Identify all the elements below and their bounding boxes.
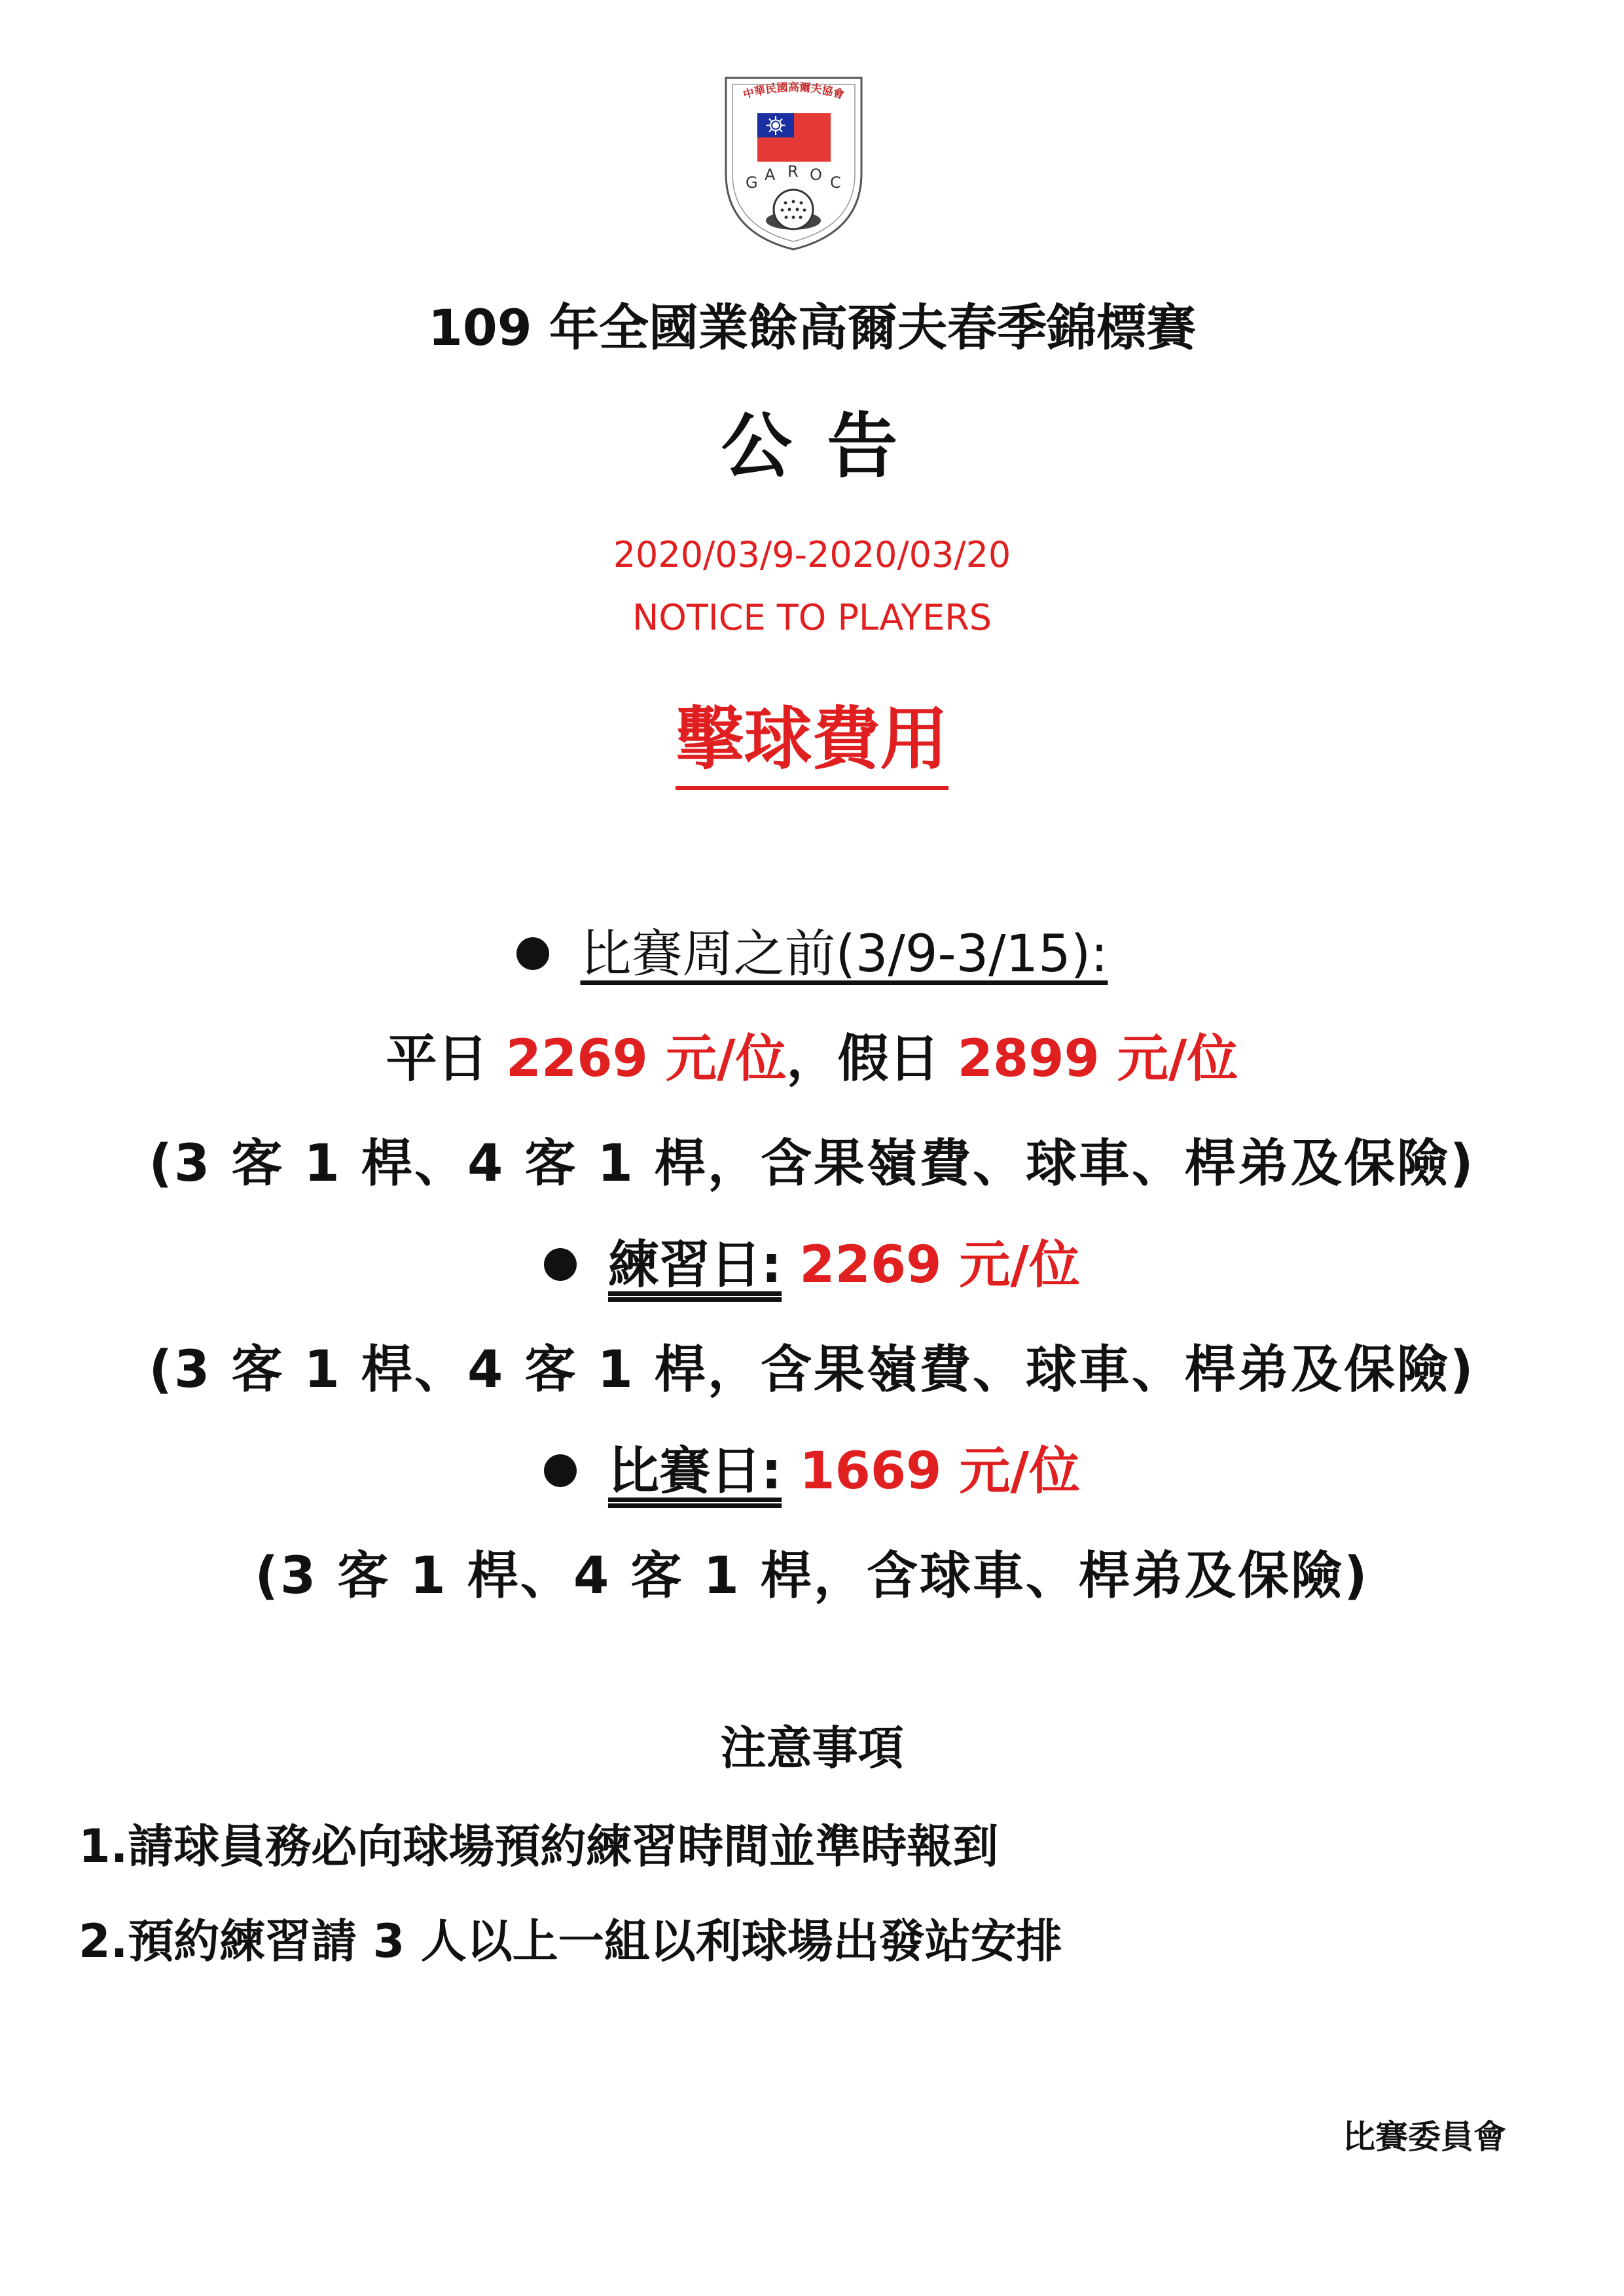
fee-section-match-day — [0, 1430, 1624, 1503]
bullet-icon — [516, 937, 549, 970]
weekday-label: 平日 — [386, 1030, 506, 1088]
fee-section-practice-day-detail: (3 客 1 桿、4 客 1 桿，含果嶺費、球車、桿弟及保險) — [149, 1340, 1475, 1399]
logo-letter-r: R — [787, 162, 799, 181]
fee-section-practice-day — [0, 1224, 1624, 1297]
document-title: 109 年全國業餘高爾夫春季錦標賽 — [427, 298, 1197, 357]
logo-arc-text: 中華民國高爾夫協會 — [742, 81, 846, 102]
event-dates: 2020/03/9-2020/03/20 — [613, 534, 1011, 575]
weekday-price: 2269 元/位 — [505, 1030, 787, 1088]
fee-section-pre-week-heading — [0, 913, 1624, 986]
notes-title: 注意事項 — [720, 1721, 904, 1775]
logo-letter-a: A — [765, 166, 776, 184]
bullet-icon — [544, 1248, 577, 1281]
holiday-label: ，假日 — [786, 1030, 958, 1088]
note-item: 1.請球員務必向球場預約練習時間並準時報到 — [79, 1820, 999, 1873]
fee-heading-text: 擊球費用 — [676, 684, 948, 790]
fee-heading — [0, 684, 1624, 790]
holiday-price: 2899 元/位 — [957, 1030, 1238, 1088]
logo-letter-o: O — [810, 166, 822, 184]
fee-section-pre-week-detail: (3 客 1 桿、4 客 1 桿，含果嶺費、球車、桿弟及保險) — [149, 1134, 1475, 1193]
logo-letter-c: C — [830, 173, 841, 192]
fee-section-label: 比賽周之前(3/9-3/15): — [580, 925, 1108, 984]
announcement-label: 公 告 — [721, 406, 903, 488]
bullet-icon — [544, 1454, 577, 1487]
garoc-logo — [723, 75, 864, 252]
fee-section-match-day-detail: (3 客 1 桿、4 客 1 桿，含球車、桿弟及保險) — [255, 1547, 1369, 1605]
fee-section-label: 練習日: — [607, 1236, 782, 1295]
fee-section-pre-week-prices — [0, 1018, 1624, 1091]
practice-day-price: 2269 元/位 — [782, 1236, 1081, 1295]
logo-letter-g: G — [746, 173, 758, 192]
note-item: 2.預約練習請 3 人以上一組以利球場出發站安排 — [79, 1914, 1062, 1968]
committee-signature: 比賽委員會 — [1343, 2118, 1506, 2156]
match-day-price: 1669 元/位 — [782, 1442, 1081, 1501]
fee-section-label: 比賽日: — [607, 1442, 782, 1501]
notice-to-players: NOTICE TO PLAYERS — [632, 597, 992, 638]
